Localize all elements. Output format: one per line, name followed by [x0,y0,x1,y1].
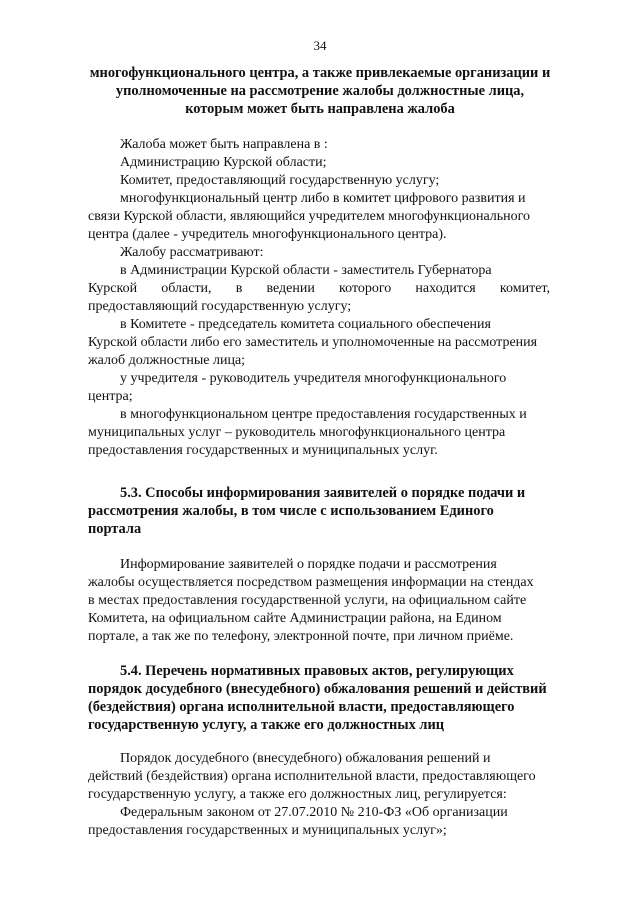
paragraph-line: предоставления государственных и муниципальных услуг»; [88,823,447,838]
section-5-4-title: (бездействия) органа исполнительной власти, предоставляющего [88,699,515,715]
section-title-line-3: которым может быть направлена жалоба [185,101,455,117]
section-title-line-2: уполномоченные на рассмотрение жалобы должностные лица, [115,83,525,99]
section-5-3-title: рассмотрения жалобы, в том числе с использованием Единого [88,503,494,519]
page-number: 34 [313,38,327,53]
paragraph-line: Курской области либо его заместитель и уполномоченные на рассмотрения [88,335,538,350]
word: Курской [88,281,138,296]
section-5-4-title: государственную услугу, а также его должностных лиц [88,717,445,733]
section-title-line-1: многофункционального центра, а также привлекаемые организации и [89,65,551,81]
paragraph-line: государственную услугу, а также его должностных лиц, регулируется: [88,787,507,802]
paragraph-line: у учредителя - руководитель учредителя многофункционального [120,371,507,386]
paragraph-line: Администрацию Курской области; [120,155,327,170]
paragraph-line: Порядок досудебного (внесудебного) обжалования решений и [120,751,491,766]
paragraph-line: предоставляющий государственную услугу; [88,299,352,314]
word: ведении [266,281,315,296]
paragraph-line: Комитет, предоставляющий государственную услугу; [120,173,440,188]
paragraph-line: многофункциональный центр либо в комитет цифрового развития и [120,191,526,206]
section-5-4-title: 5.4. Перечень нормативных правовых актов, регулирующих [120,663,514,679]
section-5-3-title: 5.3. Способы информирования заявителей о порядке подачи и [120,485,526,501]
paragraph-line: предоставления государственных и муниципальных услуг. [88,443,438,458]
word: области, [161,281,212,296]
paragraph-line: в Администрации Курской области - заместитель Губернатора [120,263,492,278]
word: комитет, [499,281,550,296]
paragraph-line: Комитета, на официальном сайте Администрации района, на Едином [88,611,502,626]
paragraph-line: связи Курской области, являющийся учредителем многофункционального [88,209,531,224]
paragraph-line: действий (бездействия) органа исполнительной власти, предоставляющего [88,769,536,784]
paragraph-line: Жалоба может быть направлена в : [120,137,328,152]
paragraph-line: центра; [88,389,133,404]
paragraph-line: Информирование заявителей о порядке подачи и рассмотрения [120,557,497,572]
section-5-3-title: портала [88,521,142,537]
section-5-4-title: порядок досудебного (внесудебного) обжалования решений и действий [88,681,547,697]
word: которого [339,281,392,296]
justified-line [88,280,550,298]
paragraph-line: жалобы осуществляется посредством размещения информации на стендах [88,575,534,590]
paragraph-line: Федеральным законом от 27.07.2010 № 210-ФЗ «Об организации [120,805,508,820]
paragraph-line: муниципальных услуг – руководитель многофункционального центра [88,425,506,440]
paragraph-line: Жалобу рассматривают: [120,245,264,260]
word: в [235,281,243,296]
paragraph-line: портале, а так же по телефону, электронной почте, при личном приёме. [88,629,514,644]
paragraph-line: центра (далее - учредитель многофункционального центра). [88,227,447,242]
word: находится [415,281,476,296]
paragraph-line: жалоб должностные лица; [88,353,246,368]
paragraph-line: в местах предоставления государственной услуги, на официальном сайте [88,593,527,608]
paragraph-line: в Комитете - председатель комитета социального обеспечения [120,317,491,332]
paragraph-line: в многофункциональном центре предоставления государственных и [120,407,527,422]
